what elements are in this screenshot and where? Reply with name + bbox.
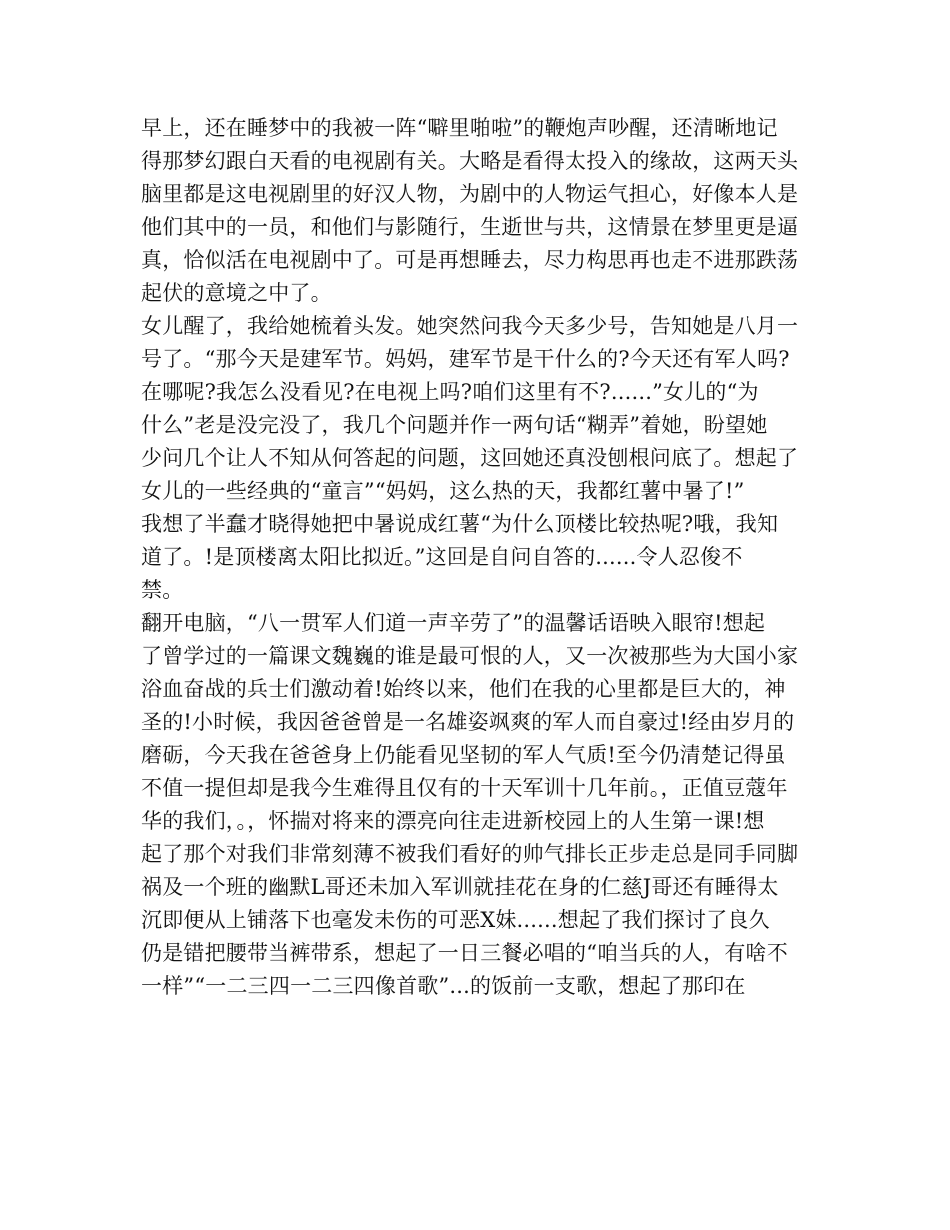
text-line: 华的我们，。，怀揣对将来的漂亮向往走进新校园上的人生第一课!想 (141, 809, 765, 833)
text-line: 起伏的意境之中了。 (141, 281, 332, 305)
text-line: 浴血奋战的兵士们激动着!始终以来，他们在我的心里都是巨大的，神 (141, 677, 786, 701)
text-line: 他们其中的一员，和他们与影随行，生逝世与共，这情景在梦里更是逼 (141, 215, 799, 239)
text-line: 磨砺，今天我在爸爸身上仍能看见坚韧的军人气质!至今仍清楚记得虽 (141, 743, 786, 767)
text-line: 少问几个让人不知从何答起的问题，这回她还真没刨根问底了。想起了 (141, 446, 799, 470)
text-line: 号了。“那今天是建军节。妈妈，建军节是干什么的?今天还有军人吗? (141, 347, 790, 371)
text-line: 道了。!是顶楼离太阳比拟近。”这回是自问自答的......令人忍俊不 (141, 545, 743, 569)
text-line: 仍是错把腰带当裤带系，想起了一日三餐必唱的“咱当兵的人，有啥不 (141, 941, 788, 965)
text-line: 女儿醒了，我给她梳着头发。她突然问我今天多少号，告知她是八月一 (141, 314, 799, 338)
text-line: 不值一提但却是我今生难得且仅有的十天军训十几年前。，正值豆蔻年 (141, 776, 788, 800)
text-line: 女儿的一些经典的“童言”“妈妈，这么热的天，我都红薯中暑了!” (141, 479, 745, 503)
text-line: 翻开电脑，“八一贯军人们道一声辛劳了”的温馨话语映入眼帘!想起 (141, 611, 766, 635)
text-line: 圣的!小时候，我因爸爸曾是一名雄姿飒爽的军人而自豪过!经由岁月的 (141, 710, 795, 734)
text-line: 起了那个对我们非常刻薄不被我们看好的帅气排长正步走总是同手同脚 (141, 842, 799, 866)
text-line: 了曾学过的一篇课文魏巍的谁是最可恨的人，又一次被那些为大国小家 (141, 644, 799, 668)
text-line: 沉即便从上铺落下也毫发未伤的可恶X妹......想起了我们探讨了良久 (141, 908, 770, 932)
text-line: 什么”老是没完没了，我几个问题并作一两句话“糊弄”着她，盼望她 (141, 413, 768, 437)
body-text (141, 112, 821, 1003)
text-line: 一样”“一二三四一二三四像首歌”...的饭前一支歌，想起了那印在 (141, 974, 746, 998)
text-line: 祸及一个班的幽默L哥还未加入军训就挂花在身的仁慈J哥还有睡得太 (141, 875, 779, 899)
text-line: 在哪呢?我怎么没看见?在电视上吗?咱们这里有不?......”女儿的“为 (141, 380, 759, 404)
text-line: 我想了半蠢才晓得她把中暑说成红薯“为什么顶楼比较热呢?哦，我知 (141, 512, 779, 536)
text-line: 脑里都是这电视剧里的好汉人物，为剧中的人物运气担心，好像本人是 (141, 182, 799, 206)
text-line: 禁。 (141, 578, 184, 602)
text-line: 早上，还在睡梦中的我被一阵“噼里啪啦”的鞭炮声吵醒，还清晰地记 (141, 116, 778, 140)
text-line: 真，恰似活在电视剧中了。可是再想睡去，尽力构思再也走不进那跌荡 (141, 248, 799, 272)
text-line: 得那梦幻跟白天看的电视剧有关。大略是看得太投入的缘故，这两天头 (141, 149, 799, 173)
